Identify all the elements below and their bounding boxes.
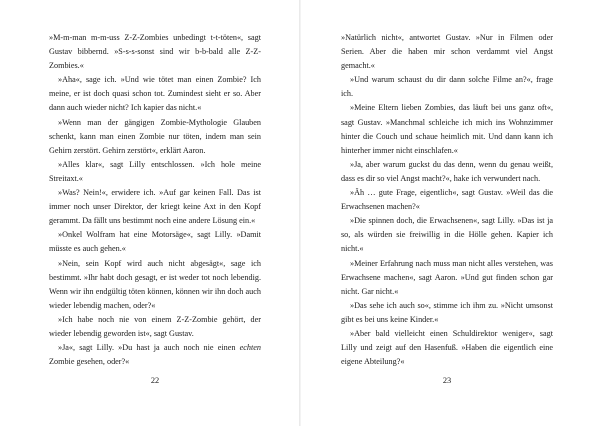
page-number: 22 <box>150 376 160 385</box>
right-page <box>300 0 600 426</box>
paragraph: »Aha«, sage ich. »Und wie tötet man einen Zombie? Ich meine, er ist doch quasi schon tot. Zumindest sieht er so. Aber dann auch wieder nicht? Ich kapier das nicht.« <box>49 75 261 113</box>
paragraph: »Meine Eltern lieben Zombies, das läuft bei uns ganz oft«, sagt Gustav. »Manchmal schleiche ich mich ins Wohnzimmer hinter die Couch und schaue heimlich mit. Und dann kann ich hinterher immer nicht einschlafen.« <box>341 103 553 155</box>
paragraph: »Das sehe ich auch so«, stimme ich ihm zu. »Nicht umsonst gibt es bei uns keine Kinder.« <box>341 300 553 324</box>
paragraph: »Natürlich nicht«, antwortet Gustav. »Nur in Filmen oder Serien. Aber die haben mir schon verdammt viel Angst gemacht.« <box>341 33 553 71</box>
paragraph: »Äh … gute Frage, eigentlich«, sagt Gustav. »Weil das die Erwachsenen machen?« <box>341 188 553 212</box>
paragraph-with-emphasis <box>49 341 261 369</box>
paragraph: »Ja, aber warum guckst du das denn, wenn du genau weißt, dass es dir so viel Angst macht?«, hake ich verwundert nach. <box>341 159 553 183</box>
emphasized-word: echten <box>239 343 261 353</box>
right-text-block <box>341 31 553 369</box>
page-number: 23 <box>442 376 452 385</box>
paragraph: »Und warum schaust du dir dann solche Filme an?«, frage ich. <box>341 75 553 99</box>
paragraph: »Nein, sein Kopf wird auch nicht abgesägt«, sage ich bestimmt. »Ihr habt doch gesagt, er ist weder tot noch lebendig. Wenn wir ihn endgültig töten können, können wir ihn doch auch wieder lebendig machen, oder?« <box>49 258 261 310</box>
paragraph: »M-m-man m-m-uss Z-Z-Zombies unbedingt t-t-töten«, sagt Gustav bibbernd. »S-s-s-sonst sind wir b-b-bald alle Z-Z-Zombies.« <box>49 33 261 71</box>
paragraph: »Aber bald vielleicht einen Schuldirektor weniger«, sagt Lilly und zeigt auf den Hasenfuß. »Haben die eigentlich eine eigene Abteilung?« <box>341 328 553 367</box>
text-run: Zombie gesehen, oder?« <box>49 357 130 367</box>
left-text-block <box>49 31 261 369</box>
paragraph: »Wenn man der gängigen Zombie-Mythologie Glauben schenkt, kann man einen Zombie nur töten, indem man sein Gehirn zerstört. Gehirn zerstört«, erklärt Aaron. <box>49 117 261 155</box>
text-run: »Ja«, sagt Lilly. »Du hast ja auch noch nie einen <box>58 343 240 353</box>
paragraph: »Was? Nein!«, erwidere ich. »Auf gar keinen Fall. Das ist immer noch unser Direktor, der kriegt keine Axt in den Kopf gerammt. Da fällt uns bestimmt noch eine andere Lösung ein.« <box>49 188 261 226</box>
paragraph: »Alles klar«, sagt Lilly entschlossen. »Ich hole meine Streitaxt.« <box>49 159 261 183</box>
paragraph: »Onkel Wolfram hat eine Motorsäge«, sagt Lilly. »Damit müsste es auch gehen.« <box>49 230 261 254</box>
paragraph: »Die spinnen doch, die Erwachsenen«, sagt Lilly. »Das ist ja so, als würden sie freiwillig in die Hölle gehen. Kapier ich nicht.« <box>341 216 553 254</box>
paragraph: »Ich habe noch nie von einem Z-Z-Zombie gehört, der wieder lebendig geworden ist«, sagt Gustav. <box>49 314 261 338</box>
paragraph: »Meiner Erfahrung nach muss man nicht alles verstehen, was Erwachsene machen«, sagt Aaron. »Und gut finden schon gar nicht. Gar nicht.« <box>341 258 553 296</box>
